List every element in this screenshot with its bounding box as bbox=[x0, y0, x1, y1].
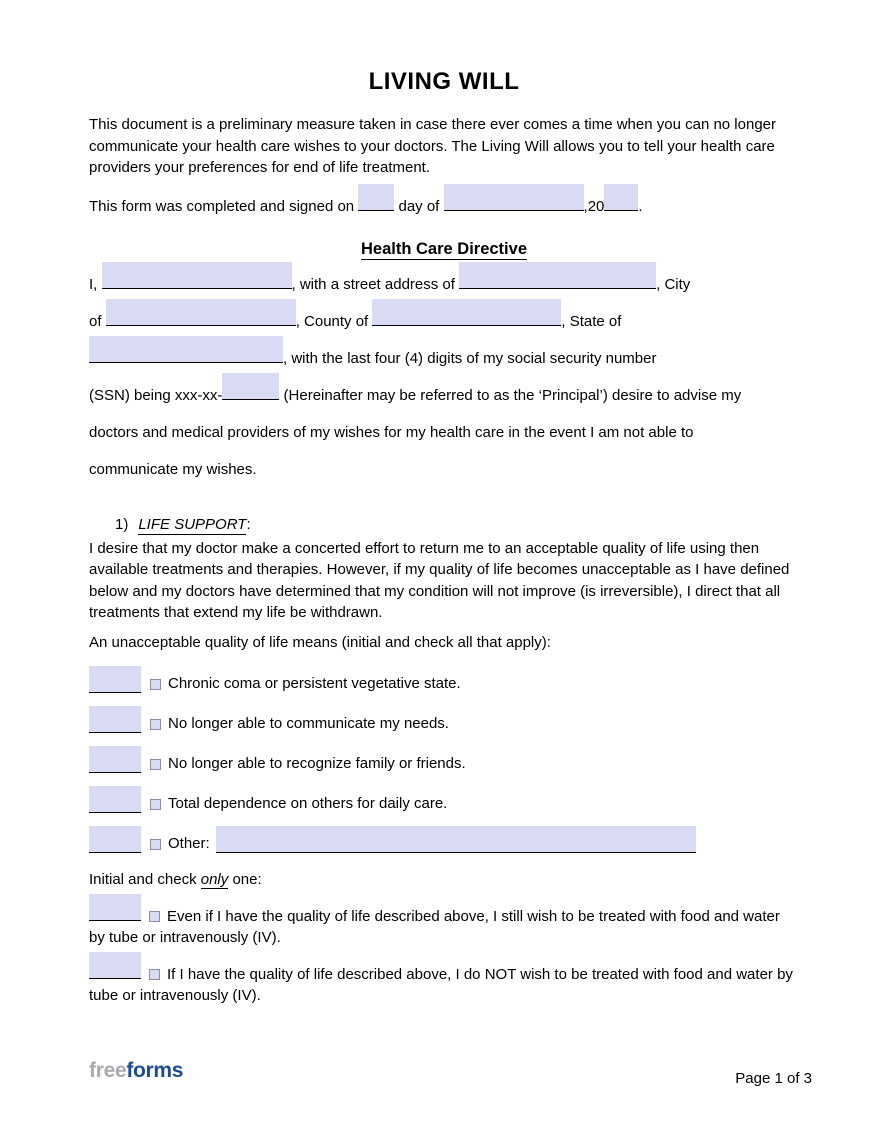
state-field[interactable] bbox=[89, 343, 283, 363]
life-support-paragraph: I desire that my doctor make a concerted effort to return me to an acceptable quality of life using then available treatments and therapies. However, if my quality of life becomes unacceptable as I have defined below and my doctors have determined that my condition will not improve (is irreversible), I direct that all treatments that extend my life be withdrawn. bbox=[89, 539, 790, 621]
directive-line-2: of , County of , State of bbox=[89, 303, 799, 340]
logo-forms-text: forms bbox=[126, 1059, 184, 1082]
street-address-field[interactable] bbox=[459, 269, 656, 289]
choice-checkbox-1[interactable] bbox=[149, 911, 160, 922]
option-label-3: No longer able to recognize family or friends. bbox=[168, 755, 466, 772]
directive-heading: Health Care Directive bbox=[361, 240, 527, 258]
intro-paragraph: This document is a preliminary measure taken in case there ever comes a time when you can no longer communicate your health care wishes to your doctors. The Living Will allows you to tell your health care providers your preferences for end of life treatment. bbox=[89, 116, 777, 176]
choice-item-feed bbox=[89, 901, 799, 949]
apply-prompt: An unacceptable quality of life means (initial and check all that apply): bbox=[89, 633, 551, 651]
option-row-dependence bbox=[89, 774, 799, 813]
directive-line-1: I, , with a street address of , City bbox=[89, 266, 799, 303]
directive-line-4: (SSN) being xxx-xx- (Hereinafter may be referred to as the ‘Principal’) desire to advise my bbox=[89, 377, 799, 414]
only-one-prompt: Initial and check only one: bbox=[89, 871, 262, 888]
option-label-5: Other: bbox=[168, 835, 210, 852]
page-title: LIVING WILL bbox=[368, 68, 520, 95]
county-field[interactable] bbox=[372, 306, 561, 326]
directive-line-6: communicate my wishes. bbox=[89, 461, 257, 478]
life-support-heading: 1) LIFE SUPPORT: bbox=[115, 516, 251, 533]
period-text: . bbox=[638, 197, 643, 215]
option-checkbox-2[interactable] bbox=[150, 719, 161, 730]
year-field[interactable] bbox=[604, 191, 638, 211]
choice-item-no-feed bbox=[89, 959, 799, 1007]
initials-choice-2[interactable] bbox=[89, 959, 141, 979]
choice-label-1: Even if I have the quality of life described above, I still wish to be treated with food and water by tube or intravenously (IV). bbox=[89, 907, 780, 946]
principal-name-field[interactable] bbox=[102, 269, 292, 289]
initials-field-2[interactable] bbox=[89, 712, 141, 733]
signed-date-line bbox=[89, 191, 799, 218]
choice-checkbox-2[interactable] bbox=[149, 969, 160, 980]
logo-free-text: free bbox=[89, 1059, 127, 1082]
year-prefix-text: ,20 bbox=[583, 197, 605, 215]
directive-line-3: , with the last four (4) digits of my social security number bbox=[89, 340, 799, 377]
option-label-4: Total dependence on others for daily care. bbox=[168, 795, 448, 812]
option-row-recognize bbox=[89, 734, 799, 773]
directive-line-5: doctors and medical providers of my wishes for my health care in the event I am not able to bbox=[89, 424, 694, 441]
option-row-communicate bbox=[89, 694, 799, 733]
initials-field-1[interactable] bbox=[89, 672, 141, 693]
option-row-other bbox=[89, 814, 799, 853]
initials-field-4[interactable] bbox=[89, 792, 141, 813]
option-checkbox-1[interactable] bbox=[150, 679, 161, 690]
page-number: Page 1 of 3 bbox=[735, 1070, 812, 1087]
option-checkbox-4[interactable] bbox=[150, 799, 161, 810]
day-number-field[interactable] bbox=[358, 191, 394, 211]
option-label-2: No longer able to communicate my needs. bbox=[168, 715, 449, 732]
initials-field-5[interactable] bbox=[89, 832, 141, 853]
ssn-last4-field[interactable] bbox=[222, 380, 279, 400]
option-checkbox-5[interactable] bbox=[150, 839, 161, 850]
day-of-text: day of bbox=[398, 197, 440, 215]
initials-field-3[interactable] bbox=[89, 752, 141, 773]
directive-paragraph bbox=[89, 266, 799, 488]
freeforms-logo bbox=[89, 1060, 183, 1082]
city-field[interactable] bbox=[106, 306, 296, 326]
option-label-1: Chronic coma or persistent vegetative state. bbox=[168, 675, 461, 692]
other-text-field[interactable] bbox=[216, 832, 696, 853]
initials-choice-1[interactable] bbox=[89, 901, 141, 921]
month-field[interactable] bbox=[444, 191, 584, 211]
option-checkbox-3[interactable] bbox=[150, 759, 161, 770]
option-row-coma bbox=[89, 654, 799, 693]
signed-prefix-text: This form was completed and signed on bbox=[89, 197, 355, 215]
choice-label-2: If I have the quality of life described above, I do NOT wish to be treated with food and water by tube or intravenously (IV). bbox=[89, 965, 793, 1004]
